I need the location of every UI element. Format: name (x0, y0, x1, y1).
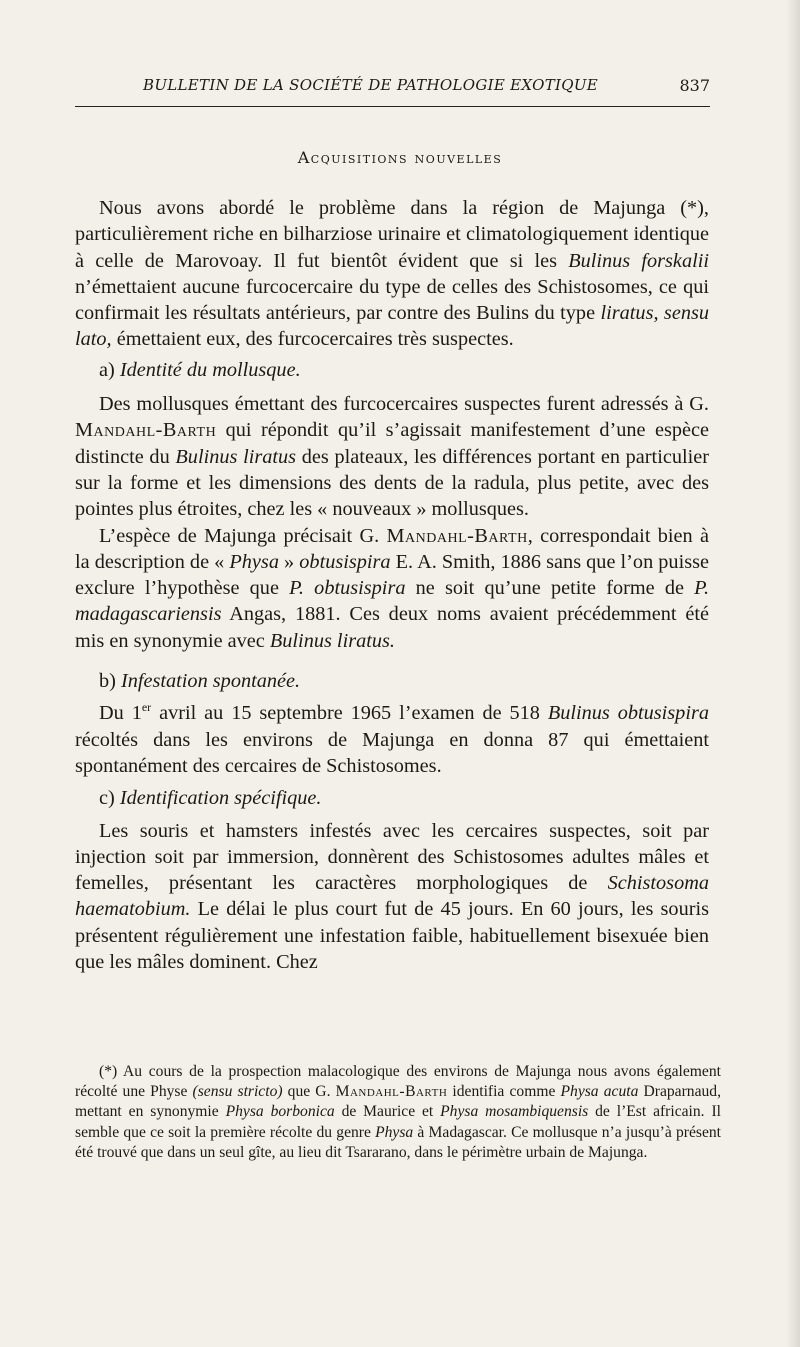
header-rule (75, 106, 710, 107)
section-title: Acquisitions nouvelles (297, 148, 503, 167)
article-body (75, 195, 709, 975)
running-header (75, 76, 710, 100)
page-number: 837 (679, 76, 710, 95)
paragraph-a2: L’espèce de Majunga précisait G. Mandahl-Barth, correspondait bien à la description de « Physa » obtusispira E. A. Smith, 1886 sans que l’on puisse exclure l’hypothèse que P. obtusispira ne soit qu’une petite forme de P. madagascariensis Angas, 1881. Ces deux noms avaient précédemment été mis en synonymie avec Bulinus liratus. (75, 524, 710, 652)
paragraph-a1: Des mollusques émettant des furcocercaires suspectes furent adressés à G. Mandahl-Barth qui répondit qu’il s’agissait manifestement d’une espèce distincte du Bulinus liratus des plateaux, les différences portant en particulier sur la forme et les dimensions des dents de la radula, plus petite, avec des pointes plus étroites, chez les « nouveaux » mollusques. (75, 393, 709, 521)
subheading-b: b) Infestation spontanée. (99, 670, 301, 693)
footnote: (*) Au cours de la prospection malacologique des environs de Majunga nous avons également récolté une Physe (sensu stricto) que G. Mandahl-Barth identifia comme Physa acuta Draparnaud, mettant en synonymie Physa borbonica de Maurice et Physa mosambiquensis de l’Est africain. Il semble que ce soit la première récolte du genre Physa à Madagascar. Ce mollusque n’a jusqu’à présent été trouvé que dans un seul gîte, au lieu dit Tsararano, dans le périmètre urbain de Majunga. (75, 1063, 721, 1161)
subheading-c: c) Identification spécifique. (99, 787, 322, 810)
paragraph-b: Du 1er avril au 15 septembre 1965 l’examen de 518 Bulinus obtusispira récoltés dans les environs de Majunga en donna 87 qui émettaient spontanément des cercaires de Schistosomes. (75, 700, 709, 777)
intro-paragraph: Nous avons abordé le problème dans la région de Majunga (*), particulièrement riche en bilharziose urinaire et climatologiquement identique à celle de Marovoay. Il fut bientôt évident que si les Bulinus forskalii n’émettaient aucune furcocercaire du type de celles des Schistosomes, ce qui confirmait les résultats antérieurs, par contre des Bulins du type liratus, sensu lato, émettaient eux, des furcocercaires très suspectes. (75, 197, 710, 351)
page-edge-shadow (786, 0, 800, 1347)
subheading-a: a) Identité du mollusque. (99, 358, 301, 381)
paragraph-c: Les souris et hamsters infestés avec les cercaires suspectes, soit par injection soit par immersion, donnèrent des Schistosomes adultes mâles et femelles, présentant les caractères morphologiques de Schistosoma haematobium. Le délai le plus court fut de 45 jours. En 60 jours, les souris présentent régulièrement une infestation faible, habituellement bisexuée bien que les mâles dominent. Chez (75, 819, 709, 974)
journal-title: BULLETIN DE LA SOCIÉTÉ DE PATHOLOGIE EXOTIQUE (143, 76, 599, 94)
